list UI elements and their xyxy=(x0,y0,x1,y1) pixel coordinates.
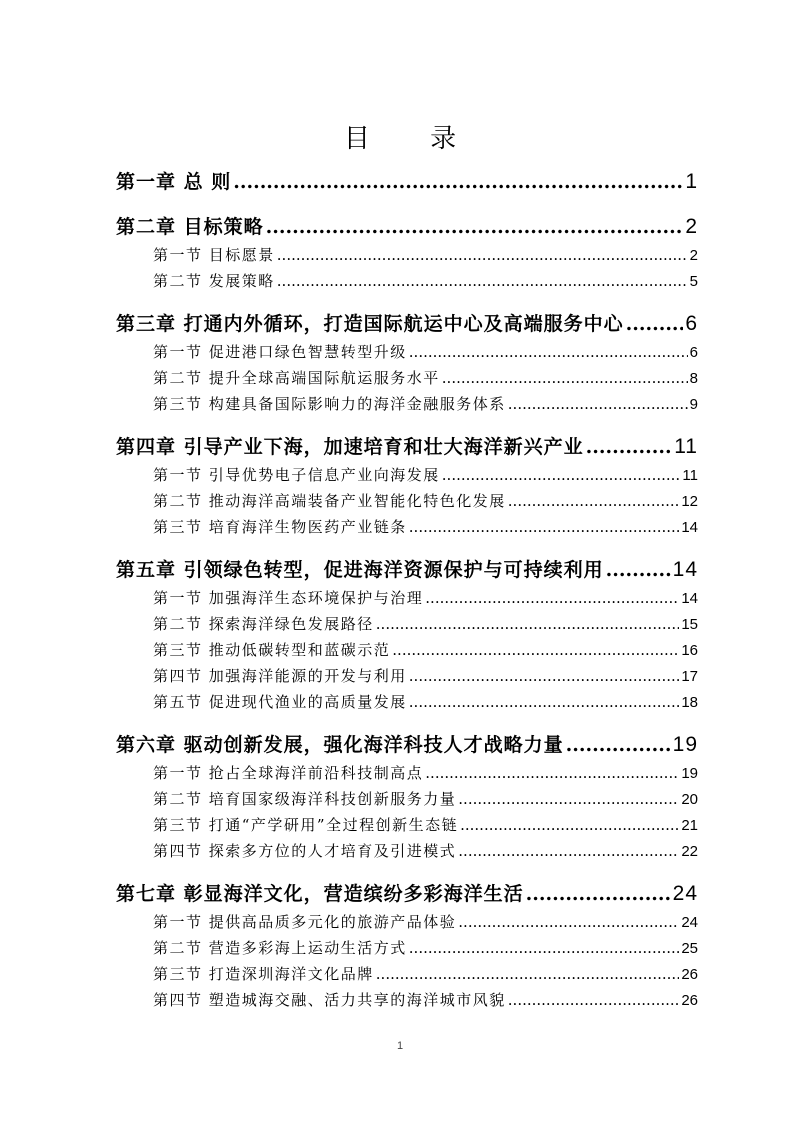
section-page-number: 6 xyxy=(689,344,698,361)
footer-page-number: 1 xyxy=(396,1040,404,1052)
toc-chapter-group xyxy=(116,432,698,540)
section-title: 第一节 抢占全球海洋前沿科技制高点 xyxy=(153,764,424,782)
chapter-title: 第二章 目标策略 xyxy=(116,216,264,238)
toc-chapter-entry[interactable] xyxy=(116,555,698,585)
dot-leader xyxy=(586,432,673,462)
section-title: 第一节 加强海洋生态环境保护与治理 xyxy=(153,589,424,607)
dot-leader xyxy=(392,637,679,663)
section-title: 第三节 推动低碳转型和蓝碳示范 xyxy=(153,641,391,659)
section-title: 第二节 培育国家级海洋科技创新服务力量 xyxy=(153,790,457,808)
toc-section-entry[interactable] xyxy=(116,637,698,663)
section-title: 第四节 塑造城海交融、活力共享的海洋城市风貌 xyxy=(153,991,506,1009)
toc-section-entry[interactable] xyxy=(116,987,698,1013)
dot-leader xyxy=(508,488,680,514)
toc-chapter-group xyxy=(116,879,698,1013)
toc-chapter-entry[interactable] xyxy=(116,212,698,242)
dot-leader xyxy=(460,812,679,838)
dot-leader xyxy=(409,663,680,689)
section-title: 第三节 打造深圳海洋文化品牌 xyxy=(153,965,374,983)
toc-section-entry[interactable] xyxy=(116,838,698,864)
dot-leader xyxy=(376,611,680,637)
section-page-number: 21 xyxy=(681,817,698,834)
dot-leader xyxy=(277,242,688,268)
section-page-number: 14 xyxy=(681,590,698,607)
toc-section-entry[interactable] xyxy=(116,689,698,715)
dot-leader xyxy=(508,987,680,1013)
section-page-number: 22 xyxy=(681,843,698,860)
section-title: 第二节 提升全球高端国际航运服务水平 xyxy=(153,369,440,387)
dot-leader xyxy=(233,167,683,197)
toc-chapter-group xyxy=(116,212,698,294)
chapter-page-number: 19 xyxy=(672,733,698,756)
section-title: 第三节 打通“产学研用”全过程创新生态链 xyxy=(153,816,459,834)
toc-chapter-entry[interactable] xyxy=(116,167,698,197)
chapter-title: 第一章 总 则 xyxy=(116,171,232,193)
section-title: 第二节 推动海洋高端装备产业智能化特色化发展 xyxy=(153,492,506,510)
toc-chapter-entry[interactable] xyxy=(116,432,698,462)
toc-chapter-entry[interactable] xyxy=(116,730,698,760)
section-page-number: 5 xyxy=(689,273,698,290)
toc-section-entry[interactable] xyxy=(116,514,698,540)
toc-section-entry[interactable] xyxy=(116,611,698,637)
toc-chapter-group xyxy=(116,309,698,417)
toc-section-entry[interactable] xyxy=(116,935,698,961)
section-title: 第一节 目标愿景 xyxy=(153,246,275,264)
dot-leader xyxy=(425,585,679,611)
section-page-number: 14 xyxy=(681,519,698,536)
dot-leader xyxy=(409,689,680,715)
dot-leader xyxy=(526,879,671,909)
table-of-contents xyxy=(116,167,698,1028)
dot-leader xyxy=(566,730,671,760)
toc-section-entry[interactable] xyxy=(116,786,698,812)
section-title: 第二节 营造多彩海上运动生活方式 xyxy=(153,939,407,957)
dot-leader xyxy=(442,462,681,488)
dot-leader xyxy=(277,268,688,294)
toc-section-entry[interactable] xyxy=(116,909,698,935)
toc-chapter-entry[interactable] xyxy=(116,879,698,909)
toc-section-entry[interactable] xyxy=(116,462,698,488)
chapter-page-number: 24 xyxy=(672,882,698,905)
section-page-number: 17 xyxy=(681,668,698,685)
section-title: 第四节 探索多方位的人才培育及引进模式 xyxy=(153,842,457,860)
chapter-title: 第四章 引导产业下海，加速培育和壮大海洋新兴产业 xyxy=(116,436,584,458)
toc-section-entry[interactable] xyxy=(116,365,698,391)
dot-leader xyxy=(376,961,680,987)
section-page-number: 19 xyxy=(681,765,698,782)
section-title: 第三节 培育海洋生物医药产业链条 xyxy=(153,518,407,536)
chapter-page-number: 1 xyxy=(685,170,698,193)
section-title: 第五节 促进现代渔业的高质量发展 xyxy=(153,693,407,711)
toc-section-entry[interactable] xyxy=(116,339,698,365)
toc-section-entry[interactable] xyxy=(116,585,698,611)
chapter-title: 第六章 驱动创新发展，强化海洋科技人才战略力量 xyxy=(116,734,564,756)
section-title: 第一节 提供高品质多元化的旅游产品体验 xyxy=(153,913,457,931)
section-page-number: 12 xyxy=(681,493,698,510)
toc-chapter-entry[interactable] xyxy=(116,309,698,339)
section-page-number: 20 xyxy=(681,791,698,808)
toc-section-entry[interactable] xyxy=(116,242,698,268)
chapter-page-number: 2 xyxy=(685,215,698,238)
dot-leader xyxy=(409,514,680,540)
dot-leader xyxy=(442,365,688,391)
dot-leader xyxy=(458,838,679,864)
toc-chapter-group xyxy=(116,555,698,715)
section-page-number: 2 xyxy=(689,247,698,264)
section-page-number: 26 xyxy=(681,992,698,1009)
chapter-page-number: 6 xyxy=(685,312,698,335)
chapter-page-number: 14 xyxy=(672,558,698,581)
dot-leader xyxy=(458,909,679,935)
section-page-number: 15 xyxy=(681,616,698,633)
section-page-number: 25 xyxy=(681,940,698,957)
section-page-number: 24 xyxy=(681,914,698,931)
chapter-page-number: 11 xyxy=(674,435,698,458)
section-title: 第二节 探索海洋绿色发展路径 xyxy=(153,615,374,633)
section-title: 第三节 构建具备国际影响力的海洋金融服务体系 xyxy=(153,395,506,413)
section-title: 第四节 加强海洋能源的开发与利用 xyxy=(153,667,407,685)
dot-leader xyxy=(266,212,684,242)
toc-section-entry[interactable] xyxy=(116,663,698,689)
toc-section-entry[interactable] xyxy=(116,391,698,417)
section-page-number: 8 xyxy=(689,370,698,387)
dot-leader xyxy=(626,309,684,339)
section-page-number: 26 xyxy=(681,966,698,983)
dot-leader xyxy=(425,760,679,786)
section-page-number: 11 xyxy=(682,467,698,484)
dot-leader xyxy=(409,339,688,365)
dot-leader xyxy=(458,786,679,812)
toc-section-entry[interactable] xyxy=(116,268,698,294)
toc-chapter-group xyxy=(116,167,698,197)
chapter-title: 第五章 引领绿色转型，促进海洋资源保护与可持续利用 xyxy=(116,559,604,581)
toc-section-entry[interactable] xyxy=(116,961,698,987)
dot-leader xyxy=(508,391,688,417)
dot-leader xyxy=(409,935,680,961)
dot-leader xyxy=(606,555,671,585)
chapter-title: 第三章 打通内外循环，打造国际航运中心及高端服务中心 xyxy=(116,313,624,335)
section-title: 第一节 引导优势电子信息产业向海发展 xyxy=(153,466,440,484)
section-page-number: 9 xyxy=(689,396,698,413)
toc-section-entry[interactable] xyxy=(116,488,698,514)
section-page-number: 18 xyxy=(681,694,698,711)
toc-section-entry[interactable] xyxy=(116,760,698,786)
toc-title: 目 录 xyxy=(343,124,483,154)
section-title: 第二节 发展策略 xyxy=(153,272,275,290)
chapter-title: 第七章 彰显海洋文化，营造缤纷多彩海洋生活 xyxy=(116,883,524,905)
toc-section-entry[interactable] xyxy=(116,812,698,838)
toc-chapter-group xyxy=(116,730,698,864)
section-page-number: 16 xyxy=(681,642,698,659)
section-title: 第一节 促进港口绿色智慧转型升级 xyxy=(153,343,407,361)
